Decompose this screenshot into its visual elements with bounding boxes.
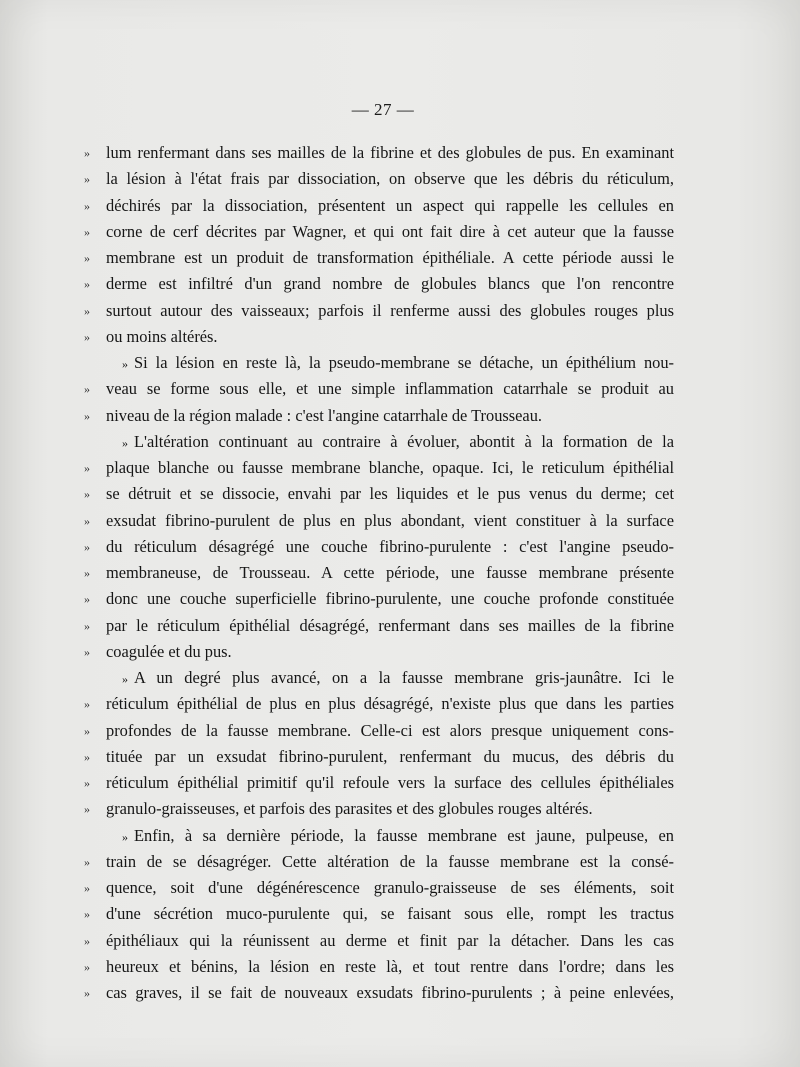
text-line	[84, 481, 674, 507]
text-line-content: déchirés par la dissociation, présentent un aspect qui rappelle les cellules en	[106, 195, 674, 215]
quote-marker: »	[122, 357, 128, 371]
quote-marker: »	[84, 907, 90, 922]
text-line-content: réticulum épithélial de plus en plus désagrégé, n'existe plus que dans les parties	[106, 694, 674, 714]
text-line	[84, 324, 674, 350]
text-line	[84, 823, 674, 849]
text-line	[84, 271, 674, 297]
text-line-content: membrane est un produit de transformation épithéliale. A cette période aussi le	[106, 248, 674, 267]
text-line-content: d'une sécrétion muco-purulente qui, se faisant sous elle, rompt les tractus	[106, 904, 674, 924]
quote-marker: »	[84, 618, 90, 633]
text-line	[84, 350, 674, 376]
text-line	[84, 455, 674, 481]
quote-marker: »	[84, 277, 90, 292]
text-line	[84, 403, 674, 429]
quote-marker: »	[84, 513, 90, 528]
quote-marker: »	[122, 829, 128, 844]
quote-marker: »	[84, 408, 90, 423]
quote-marker: »	[84, 487, 90, 502]
text-line-content: corne de cerf décrites par Wagner, et qui ont fait dire à cet auteur que la fausse	[106, 221, 674, 241]
quote-marker: »	[122, 435, 128, 450]
text-line	[84, 140, 674, 166]
text-line-content: ou moins altérés.	[106, 326, 218, 346]
text-line-words: A un degré plus avancé, on a la fausse membrane gris-jaunâtre. Ici le	[134, 668, 674, 687]
text-line-content	[106, 350, 674, 377]
text-line	[84, 534, 674, 560]
quote-marker: »	[84, 461, 90, 475]
text-line-content: lum renfermant dans ses mailles de la fibrine et des globules de pus. En examinant	[106, 143, 674, 162]
quote-marker: »	[84, 723, 90, 738]
text-line	[84, 718, 674, 744]
text-line	[84, 560, 674, 586]
page-number: — 27 —	[351, 100, 415, 119]
text-line	[84, 586, 674, 612]
text-line	[84, 429, 674, 455]
quote-marker: »	[84, 881, 90, 895]
text-line-content: heureux et bénins, la lésion en reste là, et tout rentre dans l'ordre; dans les	[106, 956, 674, 976]
text-line	[84, 901, 674, 927]
quote-marker: »	[84, 198, 90, 213]
text-line-content: derme est infiltré d'un grand nombre de globules blancs que l'on rencontre	[106, 274, 674, 294]
quote-marker: »	[84, 776, 90, 790]
quote-marker: »	[84, 749, 90, 764]
quote-marker: »	[84, 592, 90, 607]
text-line-content: niveau de la région malade : c'est l'angine catarrhale de Trousseau.	[106, 405, 542, 425]
text-line	[84, 613, 674, 639]
text-line	[84, 875, 674, 901]
text-line	[84, 219, 674, 245]
text-line	[84, 166, 674, 192]
text-line-content: veau se forme sous elle, et une simple inflammation catarrhale se produit au	[106, 379, 674, 399]
quote-marker: »	[84, 854, 90, 869]
text-line-words: Si la lésion en reste là, la pseudo-membrane se détache, un épithélium nou-	[134, 353, 674, 372]
text-line	[84, 376, 674, 402]
text-line-content: la lésion à l'état frais par dissociation, on observe que les débris du réticulum,	[106, 169, 674, 189]
quote-marker: »	[84, 539, 90, 554]
text-line-content: tituée par un exsudat fibrino-purulent, renfermant du mucus, des débris du	[106, 746, 674, 766]
text-line-content: donc une couche superficielle fibrino-purulente, une couche profonde constituée	[106, 589, 674, 609]
quote-marker: »	[84, 959, 90, 974]
quote-marker: »	[84, 802, 90, 817]
text-line	[84, 245, 674, 271]
quote-marker: »	[84, 697, 90, 712]
text-line	[84, 298, 674, 324]
text-line-content: du réticulum désagrégé une couche fibrino-purulente : c'est l'angine pseudo-	[106, 536, 674, 556]
text-line-content: cas graves, il se fait de nouveaux exsudats fibrino-purulents ; à peine enlevées,	[106, 983, 674, 1002]
quote-marker: »	[84, 382, 90, 397]
text-line-words: Enfin, à sa dernière période, la fausse membrane est jaune, pulpeuse, en	[134, 825, 674, 845]
quote-marker: »	[84, 644, 90, 659]
quote-marker: »	[84, 172, 90, 187]
quote-marker: »	[84, 224, 90, 239]
text-line-content: exsudat fibrino-purulent de plus en plus abondant, vient constituer à la surface	[106, 510, 674, 530]
text-line-content: réticulum épithélial primitif qu'il refoule vers la surface des cellules épithéliales	[106, 773, 674, 792]
text-line-content: quence, soit d'une dégénérescence granulo-graisseuse de ses éléments, soit	[106, 878, 674, 897]
text-line	[84, 928, 674, 954]
quote-marker: »	[84, 566, 90, 580]
text-line-content: coagulée et du pus.	[106, 641, 232, 661]
text-line	[84, 665, 674, 691]
text-line	[84, 954, 674, 980]
text-line	[84, 980, 674, 1006]
text-line-words: L'altération continuant au contraire à évoluer, abontit à la formation de la	[134, 431, 674, 451]
text-line-content: plaque blanche ou fausse membrane blanche, opaque. Ici, le reticulum épithélial	[106, 458, 674, 477]
text-line-content: se détruit et se dissocie, envahi par les liquides et le pus venus du derme; cet	[106, 484, 674, 504]
quote-marker: »	[84, 933, 90, 948]
text-line-content: surtout autour des vaisseaux; parfois il renferme aussi des globules rouges plus	[106, 300, 674, 320]
quote-marker: »	[84, 986, 90, 1000]
text-line	[84, 508, 674, 534]
text-line-content: profondes de la fausse membrane. Celle-ci est alors presque uniquement cons-	[106, 720, 674, 740]
text-line	[84, 193, 674, 219]
text-line-content: épithéliaux qui la réunissent au derme et finit par la détacher. Dans les cas	[106, 930, 674, 950]
text-line	[84, 849, 674, 875]
quote-marker: »	[84, 251, 90, 265]
text-line	[84, 770, 674, 796]
text-line-content: membraneuse, de Trousseau. A cette période, une fausse membrane présente	[106, 563, 674, 582]
quote-marker: »	[84, 303, 90, 318]
quote-marker: »	[122, 672, 128, 686]
text-line-content	[106, 429, 674, 456]
quote-marker: »	[84, 146, 90, 160]
text-line	[84, 744, 674, 770]
text-line-content: train de se désagréger. Cette altération de la fausse membrane est la consé-	[106, 851, 674, 871]
text-line	[84, 691, 674, 717]
text-line-content: granulo-graisseuses, et parfois des parasites et des globules rouges altérés.	[106, 799, 593, 819]
quote-marker: »	[84, 329, 90, 344]
body-text	[84, 140, 674, 1006]
text-line	[84, 639, 674, 665]
text-line	[84, 796, 674, 822]
text-line-content	[106, 823, 674, 850]
text-line-content: par le réticulum épithélial désagrégé, renfermant dans ses mailles de la fibrine	[106, 615, 674, 635]
text-line-content	[106, 665, 674, 692]
